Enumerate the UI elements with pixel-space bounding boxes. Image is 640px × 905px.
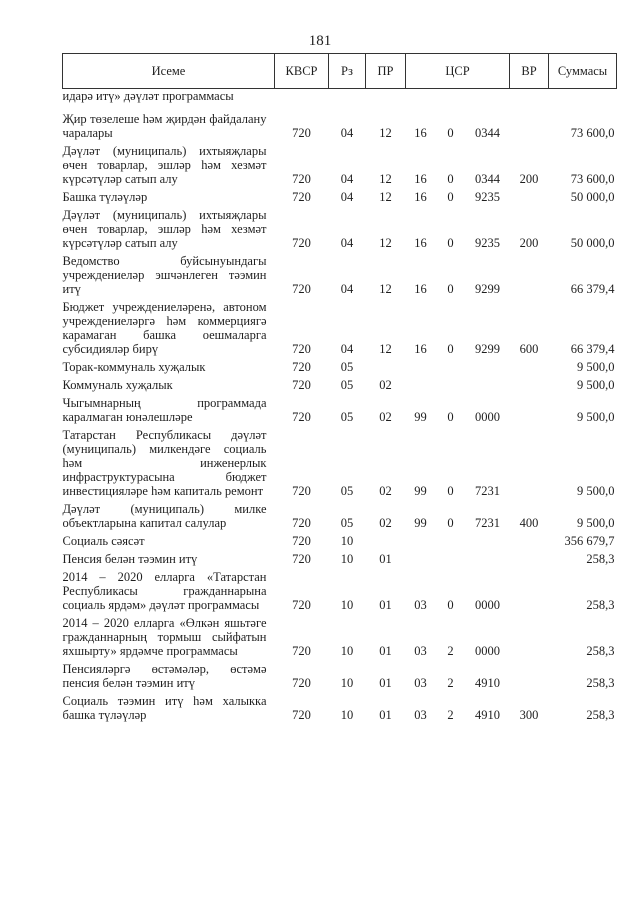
rz-cell: 04 [340,172,354,186]
header-csr: ЦСР [406,54,510,89]
csr-direction-cell [466,533,510,551]
table-row [63,569,617,615]
csr-direction-cell: 0344 [475,126,500,140]
vr-cell [510,189,549,207]
rz-cell: 10 [340,644,354,658]
csr-subprogram-cell: 0 [447,190,454,204]
csr-program-cell: 16 [414,172,427,186]
vr-cell: 300 [519,708,539,722]
rz-cell: 05 [340,516,354,530]
csr-program-cell: 99 [414,484,427,498]
pr-cell: 12 [379,126,392,140]
vr-cell: 200 [519,172,539,186]
table-row [63,207,617,253]
sum-cell: 9 500,0 [577,484,615,498]
row-name-cell: Дәүләт (муниципаль) милке объектларына капитал салулар [62,502,267,530]
sum-cell: 258,3 [586,676,615,690]
kvsr-cell: 720 [292,644,311,658]
rz-cell: 10 [340,676,354,690]
csr-direction-cell: 9299 [475,342,500,356]
csr-subprogram-cell: 2 [447,708,454,722]
table-row [63,253,617,299]
csr-subprogram-cell: 0 [447,282,454,296]
pr-cell: 12 [379,282,392,296]
csr-program-cell: 03 [414,598,427,612]
table-row [63,299,617,359]
pr-cell: 02 [379,484,392,498]
csr-subprogram-cell: 0 [447,484,454,498]
csr-direction-cell: 0000 [475,598,500,612]
row-name-cell: Пенсияләргә өстәмәләр, өстәмә пенсия белән тәэмин итү [62,662,267,690]
table-row [63,111,617,143]
row-name-cell: Пенсия белән тәэмин итү [62,552,198,566]
row-name-cell: Чыгымнарның программада каралмаган юнәлешләре [62,396,267,424]
sum-cell: 66 379,4 [570,342,615,356]
vr-cell [510,533,549,551]
kvsr-cell: 720 [292,190,311,204]
vr-cell: 200 [519,236,539,250]
kvsr-cell: 720 [292,676,311,690]
csr-subprogram-cell [436,377,466,395]
csr-direction-cell: 0000 [475,644,500,658]
continuation-text: идарә итү» дәүләт программасы [62,89,234,103]
rz-cell: 10 [340,598,354,612]
pr-cell: 01 [379,598,392,612]
pr-cell: 12 [379,172,392,186]
csr-subprogram-cell: 0 [447,516,454,530]
rz-cell: 05 [340,360,354,374]
vr-cell [510,427,549,501]
table-header-row [63,54,617,89]
sum-cell: 73 600,0 [570,126,615,140]
table-row [63,427,617,501]
vr-cell [510,111,549,143]
budget-table [62,53,617,725]
row-name-cell: 2014 – 2020 елларга «Татарстан Республикасы гражданнарына социаль ярдәм» дәүләт программасы [62,570,267,612]
table-row [63,501,617,533]
pr-cell [366,533,406,551]
csr-program-cell: 16 [414,126,427,140]
table-row [63,143,617,189]
csr-direction-cell [466,551,510,569]
row-name-cell: Социаль тәэмин итү һәм халыкка башка түләүләр [62,694,267,722]
pr-cell: 01 [379,708,392,722]
csr-direction-cell: 7231 [475,516,500,530]
csr-subprogram-cell [436,359,466,377]
csr-program-cell: 03 [414,676,427,690]
row-name-cell: Башка түләүләр [62,190,148,204]
pr-cell: 02 [379,516,392,530]
pr-cell: 12 [379,236,392,250]
header-sum: Суммасы [549,54,617,89]
row-name-cell: Социаль сәясәт [62,534,145,548]
vr-cell: 400 [519,516,539,530]
csr-program-cell: 99 [414,410,427,424]
header-vr: ВР [510,54,549,89]
table-row [63,359,617,377]
kvsr-cell: 720 [292,360,311,374]
header-name: Исеме [63,54,275,89]
pr-cell [366,359,406,377]
csr-subprogram-cell: 0 [447,236,454,250]
pr-cell: 01 [379,676,392,690]
vr-cell [510,377,549,395]
kvsr-cell: 720 [292,598,311,612]
kvsr-cell: 720 [292,410,311,424]
row-name-cell: Бюджет учреждениеләренә, автоном учреждениеләргә һәм коммерциягә карамаган башка оешмаларга субсидияләр бирү [62,300,267,356]
table-row-continuation [63,89,617,112]
sum-cell: 258,3 [586,552,615,566]
sum-cell: 9 500,0 [577,410,615,424]
csr-subprogram-cell: 0 [447,172,454,186]
csr-direction-cell: 9235 [475,190,500,204]
csr-direction-cell: 4910 [475,676,500,690]
row-name-cell: Дәүләт (муниципаль) ихтыяҗлары өчен товарлар, эшләр һәм хезмәт күрсәтүләр сатып алу [62,144,267,186]
row-name-cell: Ведомство буйсынуындагы учреждениеләр эшчәнлеген тәэмин итү [62,254,267,296]
rz-cell: 10 [340,552,354,566]
rz-cell: 10 [340,708,354,722]
table-row [63,615,617,661]
csr-direction-cell: 9299 [475,282,500,296]
page-number: 181 [308,33,332,49]
row-name-cell: Дәүләт (муниципаль) ихтыяҗлары өчен товарлар, эшләр һәм хезмәт күрсәтүләр сатып алу [62,208,267,250]
header-kvsr: КВСР [275,54,329,89]
pr-cell: 12 [379,190,392,204]
csr-program-cell: 16 [414,342,427,356]
kvsr-cell: 720 [292,172,311,186]
csr-subprogram-cell [436,551,466,569]
kvsr-cell: 720 [292,378,311,392]
kvsr-cell: 720 [292,342,311,356]
row-name-cell: Җир төзелеше һәм җирдән файдалану чаралары [62,112,267,140]
sum-cell: 50 000,0 [570,236,615,250]
vr-cell: 600 [519,342,539,356]
rz-cell: 10 [340,534,354,548]
sum-cell: 66 379,4 [570,282,615,296]
csr-program-cell: 99 [414,516,427,530]
csr-subprogram-cell [436,533,466,551]
csr-direction-cell: 4910 [475,708,500,722]
csr-program-cell [406,377,436,395]
table-row [63,551,617,569]
vr-cell [510,551,549,569]
csr-direction-cell: 9235 [475,236,500,250]
vr-cell [510,661,549,693]
row-name-cell: Коммуналь хуҗалык [62,378,173,392]
vr-cell [510,615,549,661]
sum-cell: 258,3 [586,598,615,612]
csr-program-cell: 16 [414,236,427,250]
csr-program-cell [406,551,436,569]
row-name-cell: Торак-коммуналь хуҗалык [62,360,206,374]
sum-cell: 73 600,0 [570,172,615,186]
sum-cell: 50 000,0 [570,190,615,204]
pr-cell: 01 [379,644,392,658]
sum-cell: 258,3 [586,644,615,658]
pr-cell: 02 [379,410,392,424]
kvsr-cell: 720 [292,282,311,296]
csr-subprogram-cell: 0 [447,342,454,356]
csr-direction-cell: 0000 [475,410,500,424]
vr-cell [510,359,549,377]
kvsr-cell: 720 [292,708,311,722]
csr-direction-cell: 0344 [475,172,500,186]
vr-cell [510,395,549,427]
pr-cell: 02 [379,378,392,392]
table-row [63,533,617,551]
pr-cell: 12 [379,342,392,356]
row-name-cell: Татарстан Республикасы дәүләт (муниципаль) милкендәге социаль һәм инженерлык инфраструктурасына бюджет инвестицияләре һәм капиталь ремонт [62,428,267,498]
csr-direction-cell [466,359,510,377]
rz-cell: 05 [340,410,354,424]
rz-cell: 04 [340,236,354,250]
rz-cell: 05 [340,378,354,392]
sum-cell: 9 500,0 [577,360,615,374]
sum-cell: 258,3 [586,708,615,722]
kvsr-cell: 720 [292,516,311,530]
csr-direction-cell [466,377,510,395]
sum-cell: 356 679,7 [564,534,615,548]
kvsr-cell: 720 [292,126,311,140]
csr-direction-cell: 7231 [475,484,500,498]
csr-program-cell: 03 [414,708,427,722]
row-name-cell: 2014 – 2020 елларга «Өлкән яшьтәге гражданнарның тормыш сыйфатын яхшырту» ярдәмче программасы [62,616,267,658]
vr-cell [510,253,549,299]
csr-program-cell [406,359,436,377]
csr-program-cell: 16 [414,190,427,204]
csr-subprogram-cell: 2 [447,644,454,658]
kvsr-cell: 720 [292,236,311,250]
pr-cell: 01 [379,552,392,566]
sum-cell: 9 500,0 [577,516,615,530]
table-row [63,693,617,725]
sum-cell: 9 500,0 [577,378,615,392]
header-pr: ПР [366,54,406,89]
rz-cell: 05 [340,484,354,498]
csr-program-cell [406,533,436,551]
csr-subprogram-cell: 0 [447,598,454,612]
csr-subprogram-cell: 2 [447,676,454,690]
vr-cell [510,569,549,615]
rz-cell: 04 [340,126,354,140]
kvsr-cell: 720 [292,534,311,548]
header-rz: Рз [329,54,366,89]
rz-cell: 04 [340,342,354,356]
csr-subprogram-cell: 0 [447,126,454,140]
csr-program-cell: 03 [414,644,427,658]
kvsr-cell: 720 [292,484,311,498]
table-row [63,661,617,693]
rz-cell: 04 [340,190,354,204]
csr-program-cell: 16 [414,282,427,296]
rz-cell: 04 [340,282,354,296]
table-row [63,189,617,207]
table-row [63,377,617,395]
table-row [63,395,617,427]
csr-subprogram-cell: 0 [447,410,454,424]
kvsr-cell: 720 [292,552,311,566]
